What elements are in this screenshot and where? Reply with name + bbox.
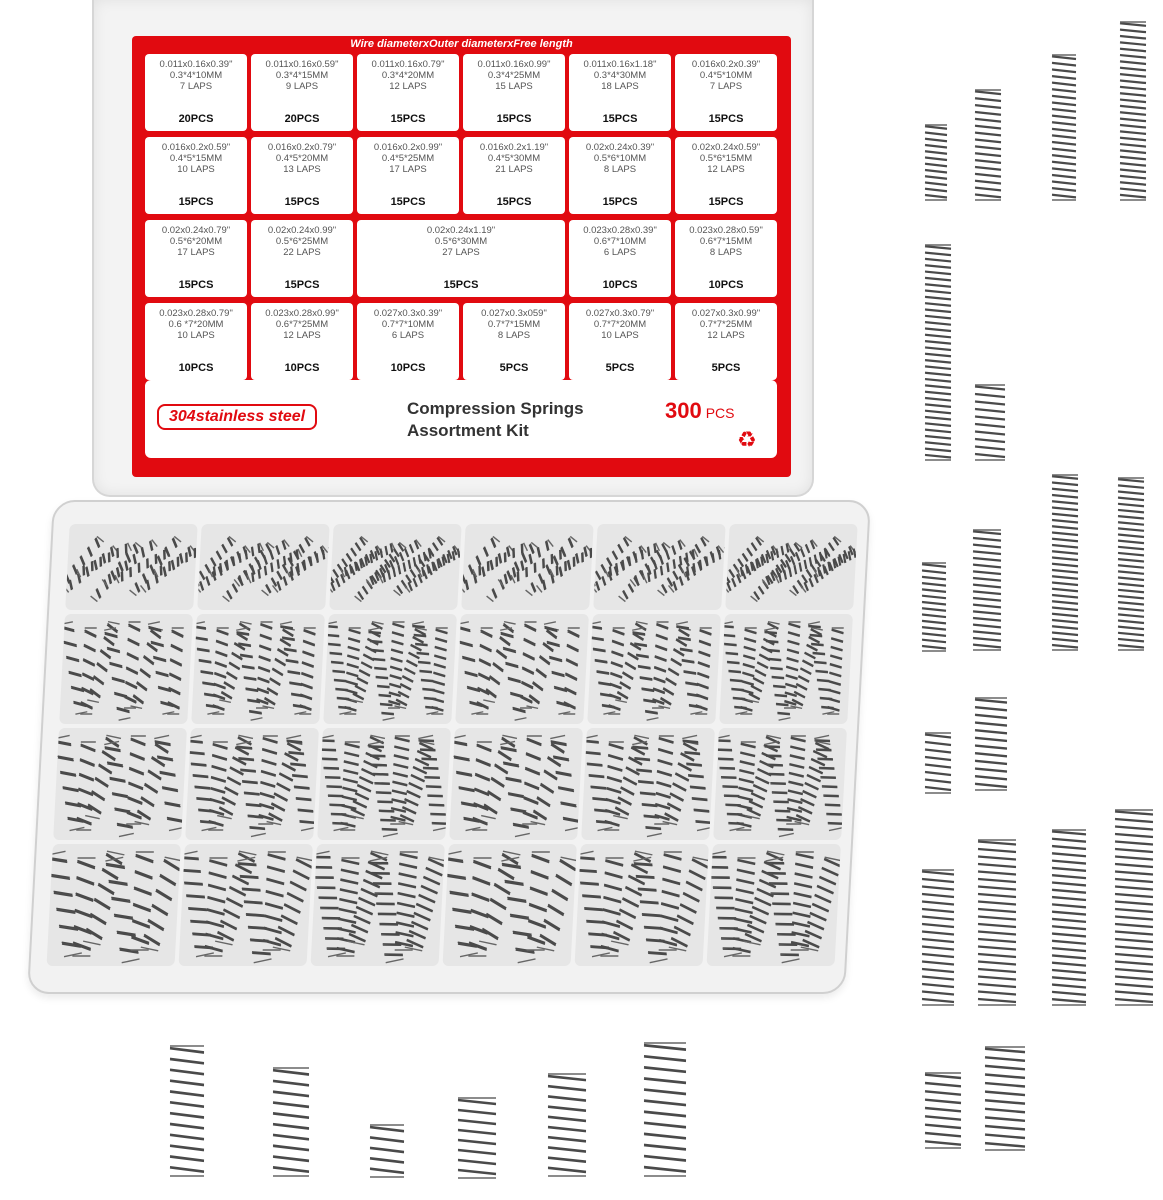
spring bbox=[148, 622, 174, 714]
spring bbox=[431, 628, 448, 714]
spring bbox=[130, 628, 162, 709]
spring bbox=[1118, 478, 1144, 650]
spec-qty: 15PCS bbox=[178, 196, 214, 208]
tray-compartment bbox=[197, 524, 330, 610]
spec-qty: 20PCS bbox=[178, 113, 214, 125]
compartment-springs bbox=[323, 614, 457, 724]
compartment-springs bbox=[581, 728, 715, 840]
spec-mm: 0.3*4*10MM bbox=[169, 70, 223, 81]
spring bbox=[312, 851, 346, 956]
spec-inch: 0.016x0.2x1.19" bbox=[479, 142, 549, 153]
spring bbox=[141, 857, 181, 951]
tray-compartment bbox=[719, 614, 853, 724]
spec-qty: 15PCS bbox=[390, 113, 426, 125]
spring bbox=[583, 735, 613, 830]
spec-qty: 5PCS bbox=[499, 362, 529, 374]
spec-cell bbox=[463, 303, 565, 380]
label-header: Wire diameterxOuter diameterxFree length bbox=[350, 38, 573, 50]
spring bbox=[563, 628, 580, 714]
tray-compartment bbox=[455, 614, 589, 724]
spec-cell bbox=[569, 220, 671, 297]
tray-compartment bbox=[725, 524, 858, 610]
spec-mm: 0.3*4*25MM bbox=[487, 70, 541, 81]
spec-qty: 20PCS bbox=[284, 113, 320, 125]
spec-laps: 15 LAPS bbox=[495, 81, 533, 92]
compartment-springs bbox=[725, 524, 858, 610]
spec-inch: 0.016x0.2x0.59" bbox=[161, 142, 231, 153]
spring bbox=[764, 741, 794, 836]
spec-qty: 10PCS bbox=[602, 279, 638, 291]
spec-inch: 0.027x0.3x059" bbox=[481, 308, 547, 319]
spec-cell bbox=[357, 303, 459, 380]
spec-cell bbox=[251, 137, 353, 214]
spring bbox=[790, 536, 841, 595]
spec-inch: 0.016x0.2x0.99" bbox=[373, 142, 443, 153]
tray-compartment bbox=[713, 728, 847, 840]
spring bbox=[695, 628, 712, 714]
spring bbox=[643, 549, 698, 583]
spring bbox=[576, 851, 610, 956]
spring bbox=[1052, 830, 1086, 1005]
spec-inch: 0.011x0.16x1.18" bbox=[583, 59, 657, 70]
spring bbox=[975, 385, 1005, 460]
spring bbox=[827, 628, 844, 714]
compartment-springs bbox=[317, 728, 451, 840]
spec-laps: 17 LAPS bbox=[389, 164, 427, 175]
compartment-springs bbox=[59, 614, 193, 724]
spring bbox=[444, 851, 478, 956]
spec-qty: 10PCS bbox=[708, 279, 744, 291]
tray-compartment bbox=[587, 614, 721, 724]
spring bbox=[368, 741, 398, 836]
spec-mm: 0.4*5*20MM bbox=[275, 153, 329, 164]
spring bbox=[764, 628, 790, 720]
spec-laps: 12 LAPS bbox=[283, 330, 321, 341]
spec-cell bbox=[463, 54, 565, 131]
spring bbox=[319, 735, 349, 830]
spring bbox=[135, 741, 171, 824]
spec-inch: 0.011x0.16x0.39" bbox=[159, 59, 233, 70]
spec-mm: 0.6 *7*20MM bbox=[168, 319, 224, 330]
spec-mm: 0.5*6*20MM bbox=[169, 236, 223, 247]
spec-qty: 15PCS bbox=[284, 196, 320, 208]
spring bbox=[531, 741, 567, 824]
spec-inch: 0.027x0.3x0.79" bbox=[585, 308, 655, 319]
spec-cell bbox=[251, 303, 353, 380]
tray-compartment bbox=[191, 614, 325, 724]
spring bbox=[548, 1074, 586, 1176]
spring bbox=[978, 840, 1016, 1005]
spec-mm: 0.7*7*10MM bbox=[381, 319, 435, 330]
compartment-springs bbox=[179, 844, 313, 966]
tray-compartment bbox=[707, 844, 841, 966]
compartment-springs bbox=[593, 524, 726, 610]
spec-laps: 8 LAPS bbox=[709, 247, 743, 258]
spec-cell bbox=[675, 54, 777, 131]
spring bbox=[925, 245, 951, 460]
tray-compartment bbox=[53, 728, 187, 840]
tray-compartments bbox=[47, 524, 858, 966]
compartment-springs bbox=[461, 524, 594, 610]
spec-inch: 0.023x0.28x0.99" bbox=[265, 308, 339, 319]
spring bbox=[925, 125, 947, 200]
spec-cell bbox=[675, 303, 777, 380]
spring bbox=[633, 857, 667, 962]
tray-compartment bbox=[317, 728, 451, 840]
spring bbox=[765, 857, 799, 962]
spring bbox=[644, 1043, 686, 1176]
spring bbox=[925, 1073, 961, 1148]
spring bbox=[369, 857, 403, 962]
product-title bbox=[407, 398, 584, 442]
product-label bbox=[132, 36, 791, 477]
spring bbox=[451, 735, 481, 830]
spec-mm: 0.5*6*15MM bbox=[699, 153, 753, 164]
spec-laps: 12 LAPS bbox=[707, 164, 745, 175]
compartment-springs bbox=[707, 844, 841, 966]
spring bbox=[925, 733, 951, 793]
spec-inch: 0.011x0.16x0.99" bbox=[477, 59, 551, 70]
spring bbox=[61, 622, 87, 714]
spec-inch: 0.02x0.24x0.99" bbox=[267, 225, 337, 236]
spring bbox=[236, 628, 262, 720]
tray-compartment bbox=[185, 728, 319, 840]
spec-inch: 0.027x0.3x0.39" bbox=[373, 308, 443, 319]
spec-inch: 0.016x0.2x0.79" bbox=[267, 142, 337, 153]
product-title-line1: Compression Springs bbox=[407, 399, 584, 418]
recycle-icon: ♻ bbox=[737, 428, 757, 453]
spring bbox=[985, 1047, 1025, 1150]
spring bbox=[632, 741, 662, 836]
spec-mm: 0.7*7*25MM bbox=[699, 319, 753, 330]
compartment-springs bbox=[575, 844, 709, 966]
spec-mm: 0.6*7*15MM bbox=[699, 236, 753, 247]
spring bbox=[973, 530, 1001, 650]
compartment-springs bbox=[719, 614, 853, 724]
spec-cell bbox=[569, 54, 671, 131]
spring bbox=[526, 628, 558, 709]
spec-qty: 15PCS bbox=[708, 196, 744, 208]
compartment-springs bbox=[449, 728, 583, 840]
spring bbox=[256, 622, 273, 708]
tray-compartment bbox=[59, 614, 193, 724]
spec-inch: 0.02x0.24x0.79" bbox=[161, 225, 231, 236]
spec-inch: 0.02x0.24x0.59" bbox=[691, 142, 761, 153]
spring bbox=[170, 1046, 204, 1176]
spec-mm: 0.7*7*20MM bbox=[593, 319, 647, 330]
spring bbox=[1052, 55, 1076, 200]
spring bbox=[922, 870, 954, 1005]
spring bbox=[258, 736, 278, 824]
compartment-springs bbox=[47, 844, 181, 966]
spring bbox=[659, 852, 682, 950]
spec-mm: 0.4*5*15MM bbox=[169, 153, 223, 164]
spec-qty: 5PCS bbox=[605, 362, 635, 374]
product-title-line2: Assortment Kit bbox=[407, 421, 529, 440]
spring bbox=[589, 622, 615, 714]
compartment-springs bbox=[191, 614, 325, 724]
spec-laps: 10 LAPS bbox=[177, 330, 215, 341]
spring bbox=[55, 735, 85, 830]
spring bbox=[237, 857, 271, 962]
spec-laps: 7 LAPS bbox=[179, 81, 213, 92]
spring bbox=[418, 735, 448, 830]
spec-mm: 0.4*5*10MM bbox=[699, 70, 753, 81]
spec-qty: 10PCS bbox=[390, 362, 426, 374]
spec-mm: 0.5*6*25MM bbox=[275, 236, 329, 247]
spec-mm: 0.3*4*30MM bbox=[593, 70, 647, 81]
piece-count-number: 300 bbox=[665, 398, 702, 423]
spec-laps: 8 LAPS bbox=[603, 164, 637, 175]
spec-cell bbox=[145, 303, 247, 380]
spring bbox=[193, 622, 219, 714]
spec-qty: 15PCS bbox=[178, 279, 214, 291]
spec-laps: 9 LAPS bbox=[285, 81, 319, 92]
spec-cell bbox=[251, 220, 353, 297]
spec-laps: 18 LAPS bbox=[601, 81, 639, 92]
spring bbox=[394, 536, 445, 595]
spec-qty: 15PCS bbox=[602, 113, 638, 125]
spec-laps: 12 LAPS bbox=[707, 330, 745, 341]
spec-mm: 0.6*7*25MM bbox=[275, 319, 329, 330]
compartment-springs bbox=[311, 844, 445, 966]
tray-compartment bbox=[449, 728, 583, 840]
spec-qty: 10PCS bbox=[284, 362, 320, 374]
spec-cell bbox=[145, 54, 247, 131]
piece-count-unit: PCS bbox=[705, 405, 735, 421]
compartment-springs bbox=[455, 614, 589, 724]
spec-laps: 21 LAPS bbox=[495, 164, 533, 175]
spring bbox=[368, 628, 394, 720]
spec-cell bbox=[357, 54, 459, 131]
spec-qty: 15PCS bbox=[284, 279, 320, 291]
spec-inch: 0.02x0.24x1.19" bbox=[426, 225, 496, 236]
spring bbox=[975, 90, 1001, 200]
spec-cell bbox=[357, 220, 565, 297]
spring bbox=[167, 628, 184, 714]
spec-laps: 22 LAPS bbox=[283, 247, 321, 258]
spec-mm: 0.4*5*25MM bbox=[381, 153, 435, 164]
spec-laps: 8 LAPS bbox=[497, 330, 531, 341]
material-badge: 304stainless steel bbox=[157, 404, 317, 430]
tray-compartment bbox=[311, 844, 445, 966]
spring bbox=[458, 1098, 496, 1178]
spring bbox=[1115, 810, 1153, 1005]
spring bbox=[263, 852, 286, 950]
spec-inch: 0.023x0.28x0.59" bbox=[689, 225, 763, 236]
spring bbox=[1120, 22, 1146, 200]
spring bbox=[715, 735, 745, 830]
spec-mm: 0.3*4*15MM bbox=[275, 70, 329, 81]
compartment-springs bbox=[53, 728, 187, 840]
spec-mm: 0.7*7*15MM bbox=[487, 319, 541, 330]
spring bbox=[286, 735, 316, 830]
spring bbox=[708, 851, 742, 956]
spring bbox=[180, 851, 214, 956]
spring bbox=[247, 549, 302, 583]
spring bbox=[922, 563, 946, 651]
spring bbox=[544, 622, 570, 714]
spring bbox=[814, 735, 844, 830]
spec-inch: 0.016x0.2x0.39" bbox=[691, 59, 761, 70]
tray-compartment bbox=[581, 728, 715, 840]
spec-mm: 0.5*6*10MM bbox=[593, 153, 647, 164]
spring bbox=[550, 735, 580, 830]
tray-compartment bbox=[593, 524, 726, 610]
spec-inch: 0.027x0.3x0.99" bbox=[691, 308, 761, 319]
spec-inch: 0.02x0.24x0.39" bbox=[585, 142, 655, 153]
spec-mm: 0.4*5*30MM bbox=[487, 153, 541, 164]
spec-qty: 5PCS bbox=[711, 362, 741, 374]
piece-count bbox=[665, 398, 735, 424]
compartment-springs bbox=[185, 728, 319, 840]
spring bbox=[154, 735, 184, 830]
spec-qty: 10PCS bbox=[178, 362, 214, 374]
spec-laps: 10 LAPS bbox=[601, 330, 639, 341]
spec-laps: 7 LAPS bbox=[709, 81, 743, 92]
spring bbox=[537, 857, 577, 951]
spring bbox=[370, 1125, 404, 1177]
compartment-springs bbox=[65, 524, 198, 610]
spec-cell bbox=[569, 137, 671, 214]
spring bbox=[1052, 475, 1078, 650]
spec-cell bbox=[145, 220, 247, 297]
spec-inch: 0.023x0.28x0.79" bbox=[159, 308, 233, 319]
spec-mm: 0.3*4*20MM bbox=[381, 70, 435, 81]
spec-qty: 15PCS bbox=[602, 196, 638, 208]
spec-inch: 0.011x0.16x0.59" bbox=[265, 59, 339, 70]
spec-laps: 12 LAPS bbox=[389, 81, 427, 92]
spec-inch: 0.023x0.28x0.39" bbox=[583, 225, 657, 236]
spec-qty: 15PCS bbox=[390, 196, 426, 208]
tray-compartment bbox=[179, 844, 313, 966]
spec-cell bbox=[251, 54, 353, 131]
compartment-springs bbox=[713, 728, 847, 840]
spring bbox=[457, 622, 483, 714]
spec-mm: 0.6*7*10MM bbox=[593, 236, 647, 247]
spec-mm: 0.5*6*30MM bbox=[434, 236, 488, 247]
spec-laps: 27 LAPS bbox=[442, 247, 480, 258]
spring bbox=[299, 628, 316, 714]
spec-laps: 17 LAPS bbox=[177, 247, 215, 258]
compartment-springs bbox=[329, 524, 462, 610]
spec-qty: 15PCS bbox=[708, 113, 744, 125]
spec-inch: 0.011x0.16x0.79" bbox=[371, 59, 445, 70]
spring bbox=[632, 628, 658, 720]
spring bbox=[236, 741, 266, 836]
spring bbox=[652, 622, 669, 708]
spec-cell bbox=[569, 303, 671, 380]
spec-laps: 6 LAPS bbox=[391, 330, 425, 341]
tray-compartment bbox=[47, 844, 181, 966]
spring bbox=[682, 735, 712, 830]
tray-compartment bbox=[461, 524, 594, 610]
spec-cell bbox=[675, 220, 777, 297]
tray-compartment bbox=[65, 524, 198, 610]
spring bbox=[273, 1068, 309, 1176]
compartment-springs bbox=[443, 844, 577, 966]
spec-cell bbox=[357, 137, 459, 214]
tray-compartment bbox=[329, 524, 462, 610]
spec-qty: 15PCS bbox=[443, 279, 479, 291]
tray-compartment bbox=[575, 844, 709, 966]
spec-cell bbox=[145, 137, 247, 214]
spec-laps: 6 LAPS bbox=[603, 247, 637, 258]
spec-cell bbox=[463, 137, 565, 214]
spec-laps: 10 LAPS bbox=[177, 164, 215, 175]
spring bbox=[975, 698, 1007, 790]
spec-grid bbox=[145, 54, 777, 380]
spec-cell bbox=[675, 137, 777, 214]
compartment-springs bbox=[587, 614, 721, 724]
spring bbox=[48, 851, 82, 956]
tray-compartment bbox=[323, 614, 457, 724]
spec-qty: 15PCS bbox=[496, 196, 532, 208]
spec-qty: 15PCS bbox=[496, 113, 532, 125]
spec-laps: 13 LAPS bbox=[283, 164, 321, 175]
storage-tray bbox=[27, 500, 871, 994]
spring bbox=[187, 735, 217, 830]
label-footer bbox=[145, 380, 777, 458]
tray-compartment bbox=[443, 844, 577, 966]
compartment-springs bbox=[197, 524, 330, 610]
spring bbox=[654, 736, 674, 824]
